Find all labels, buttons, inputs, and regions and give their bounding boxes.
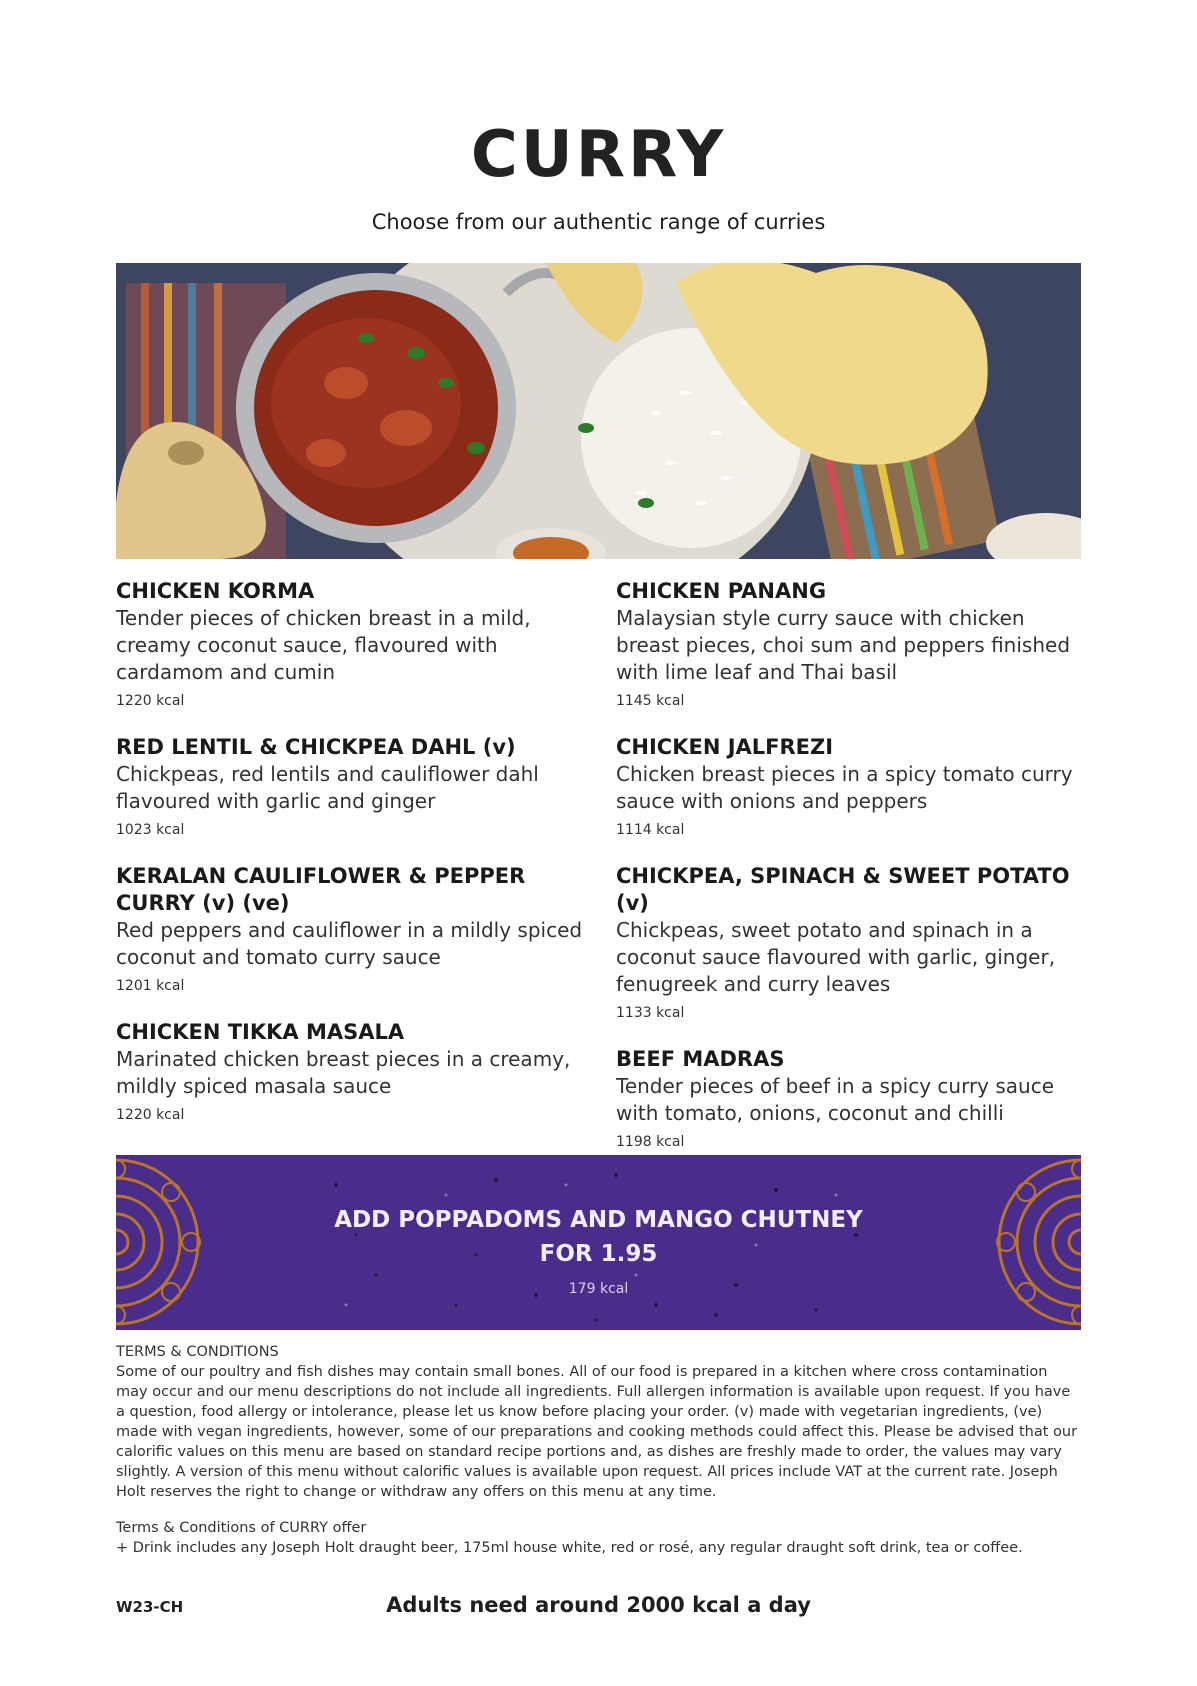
menu-item [616,734,1086,839]
promo-price: FOR 1.95 [539,1241,658,1267]
menu-item-name: KERALAN CAULIFLOWER & PEPPER CURRY (v) (ve) [116,864,526,915]
menu-item [116,734,586,839]
menu-column-left [116,578,586,1148]
terms-section [116,1342,1081,1558]
menu-item-name: CHICKPEA, SPINACH & SWEET POTATO (v) [616,864,1070,915]
kcal-guidance: Adults need around 2000 kcal a day [386,1593,811,1617]
menu-item-kcal: 1145 kcal [616,693,685,709]
menu-item [116,1019,586,1124]
terms-heading: TERMS & CONDITIONS [116,1344,279,1360]
menu-code: W23-CH [116,1598,184,1616]
menu-item-name: CHICKEN PANANG [616,579,827,603]
curry-photo [116,263,1081,559]
offer-terms-heading: Terms & Conditions of CURRY offer [116,1520,367,1536]
menu-item-kcal: 1201 kcal [116,978,185,994]
page-subtitle: Choose from our authentic range of curries [371,210,826,234]
menu-item [616,863,1086,1022]
menu-item-name: CHICKEN JALFREZI [616,735,834,759]
menu-column-right [616,578,1086,1175]
menu-item-name: CHICKEN KORMA [116,579,315,603]
menu-item-description: Chicken breast pieces in a spicy tomato curry sauce with onions and peppers [616,762,1073,813]
menu-item-kcal: 1220 kcal [116,693,185,709]
terms-body: Some of our poultry and fish dishes may contain small bones. All of our food is prepared in a kitchen where cross contamination may occur and our menu descriptions do not include all ingredients. Full allergen information is available upon request. If you have a question, food allergy or intolerance, please let us know before placing your order. (v) made with vegetarian ingredients, (ve) made with vegan ingredients, however, some of our preparations and cooking methods could affect this. Please be advised that our calorific values on this menu are based on standard recipe portions and, as dishes are freshly made to order, the values may vary slightly. A version of this menu without calorific values is available upon request. All prices include VAT at the current rate. Joseph Holt reserves the right to change or withdraw any offers on this menu at any time. [116,1364,1078,1500]
offer-terms-body: + Drink includes any Joseph Holt draught beer, 175ml house white, red or rosé, any regular draught soft drink, tea or coffee. [116,1540,1023,1556]
menu-item-kcal: 1220 kcal [116,1107,185,1123]
menu-item-description: Tender pieces of beef in a spicy curry sauce with tomato, onions, coconut and chilli [616,1074,1055,1125]
menu-item-description: Marinated chicken breast pieces in a creamy, mildly spiced masala sauce [116,1047,571,1098]
menu-item [116,578,586,710]
menu-item-name: RED LENTIL & CHICKPEA DAHL (v) [116,735,516,759]
menu-item [616,1046,1086,1151]
menu-item-description: Red peppers and cauliflower in a mildly spiced coconut and tomato curry sauce [116,918,583,969]
curry-photo-illustration [116,263,1081,559]
menu-item-description: Malaysian style curry sauce with chicken breast pieces, choi sum and peppers finished with lime leaf and Thai basil [616,606,1071,684]
menu-item-kcal: 1114 kcal [616,822,685,838]
menu-item-kcal: 1023 kcal [116,822,185,838]
promo-kcal: 179 kcal [568,1281,629,1297]
menu-item-description: Chickpeas, sweet potato and spinach in a coconut sauce flavoured with garlic, ginger, fenugreek and curry leaves [616,918,1056,996]
menu-item [616,578,1086,710]
menu-item-description: Chickpeas, red lentils and cauliflower dahl flavoured with garlic and ginger [116,762,539,813]
menu-item-kcal: 1198 kcal [616,1134,685,1150]
promo-headline: ADD POPPADOMS AND MANGO CHUTNEY [334,1207,863,1233]
menu-item-name: BEEF MADRAS [616,1047,785,1071]
menu-item-description: Tender pieces of chicken breast in a mild, creamy coconut sauce, flavoured with cardamom and cumin [116,606,531,684]
menu-item-kcal: 1133 kcal [616,1005,685,1021]
promo-banner [116,1155,1081,1330]
page-title: CURRY [470,118,727,192]
menu-item [116,863,586,995]
menu-item-name: CHICKEN TIKKA MASALA [116,1020,405,1044]
